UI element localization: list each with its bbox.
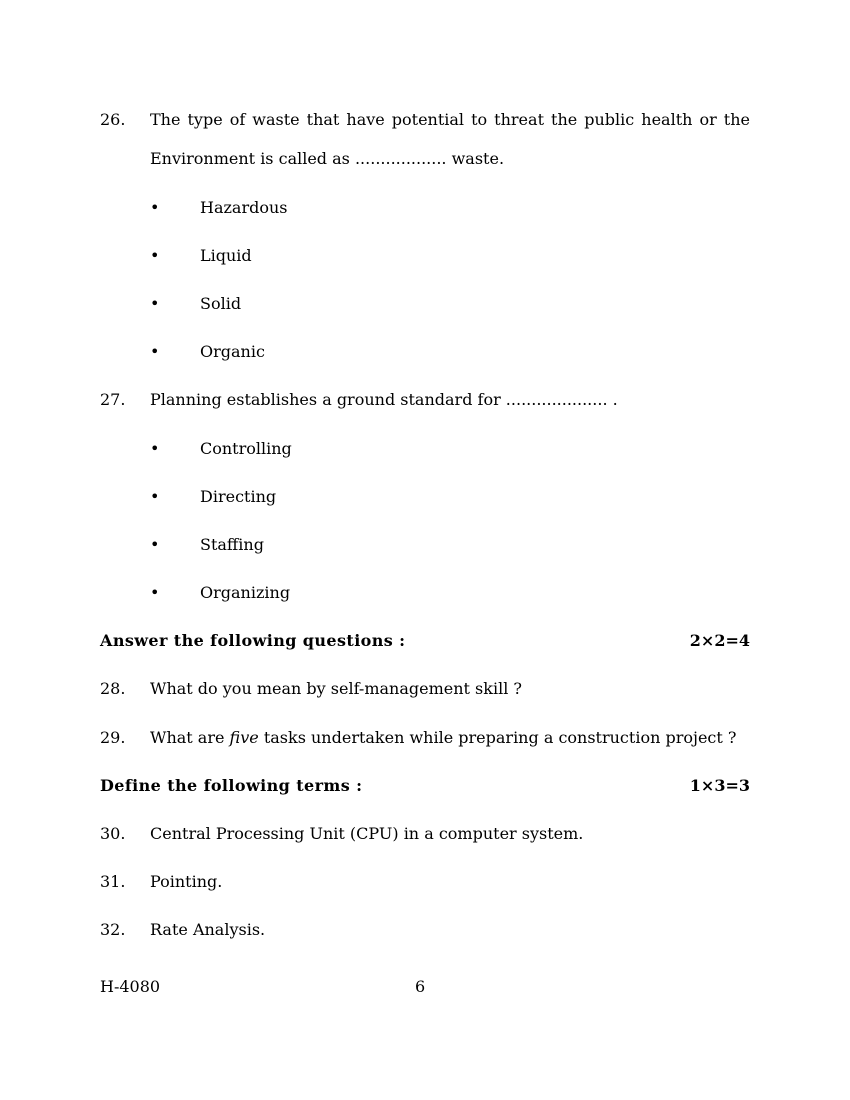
question-31-text: Pointing. [150, 872, 223, 891]
bullet-icon: • [150, 246, 160, 265]
question-28-text: What do you mean by self-management skill ? [150, 679, 522, 698]
bullet-icon: • [150, 342, 160, 361]
question-26-number: 26. [100, 110, 126, 129]
question-31-number: 31. [100, 872, 126, 891]
bullet-icon: • [150, 583, 160, 602]
question-28-number: 28. [100, 679, 126, 698]
bullet-icon: • [150, 439, 160, 458]
question-27-option-1: Controlling [200, 439, 292, 458]
question-26-text-line1: The type of waste that have potential to threat the public health or the [150, 110, 750, 129]
question-32-number: 32. [100, 920, 126, 939]
section-marks-define: 1×3=3 [689, 776, 750, 795]
section-heading-define: Define the following terms : [100, 776, 363, 795]
question-27-text: Planning establishes a ground standard for .................... . [150, 390, 618, 409]
question-27-option-2: Directing [200, 487, 277, 506]
question-27-number: 27. [100, 390, 126, 409]
question-29-number: 29. [100, 728, 126, 747]
question-27-option-4: Organizing [200, 583, 291, 602]
bullet-icon: • [150, 294, 160, 313]
question-29-text [150, 728, 736, 748]
question-26-option-3: Solid [200, 294, 242, 313]
question-30-text: Central Processing Unit (CPU) in a computer system. [150, 824, 584, 843]
question-26-text-line2: Environment is called as .................. waste. [150, 149, 505, 168]
section-heading-answer: Answer the following questions : [100, 631, 406, 650]
question-29-text-after: tasks undertaken while preparing a construction project ? [258, 728, 737, 747]
bullet-icon: • [150, 487, 160, 506]
bullet-icon: • [150, 198, 160, 217]
section-marks-answer: 2×2=4 [689, 631, 750, 650]
question-32-text: Rate Analysis. [150, 920, 266, 939]
question-26-option-1: Hazardous [200, 198, 288, 217]
footer-page-number: 6 [415, 977, 426, 996]
question-27-option-3: Staffing [200, 535, 264, 554]
question-26-option-2: Liquid [200, 246, 252, 265]
footer-paper-code: H-4080 [100, 977, 161, 996]
question-29-text-italic: five [229, 728, 259, 747]
bullet-icon: • [150, 535, 160, 554]
question-29-text-before: What are [150, 728, 230, 747]
question-26-option-4: Organic [200, 342, 265, 361]
question-30-number: 30. [100, 824, 126, 843]
